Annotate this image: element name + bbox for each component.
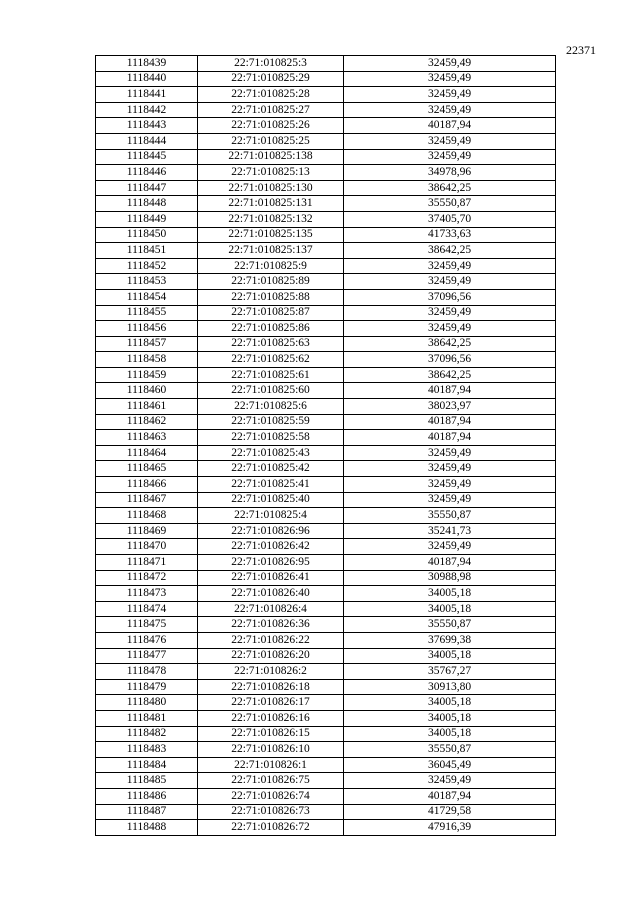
value-cell: 40187,94 (344, 555, 556, 571)
cadastral-value-table (95, 55, 556, 836)
value-cell: 34005,18 (344, 710, 556, 726)
cadastral-number-cell: 22:71:010825:61 (198, 367, 344, 383)
value-cell: 40187,94 (344, 414, 556, 430)
row-number-cell: 1118479 (96, 679, 198, 695)
value-cell: 32459,49 (344, 133, 556, 149)
cadastral-number-cell: 22:71:010826:75 (198, 773, 344, 789)
row-number-cell: 1118486 (96, 788, 198, 804)
row-number-cell: 1118470 (96, 539, 198, 555)
table-row (96, 477, 556, 493)
value-cell: 38642,25 (344, 243, 556, 259)
cadastral-number-cell: 22:71:010825:29 (198, 71, 344, 87)
row-number-cell: 1118487 (96, 804, 198, 820)
table-row (96, 289, 556, 305)
row-number-cell: 1118441 (96, 87, 198, 103)
value-cell: 32459,49 (344, 477, 556, 493)
table-row (96, 367, 556, 383)
cadastral-number-cell: 22:71:010826:16 (198, 710, 344, 726)
cadastral-number-cell: 22:71:010826:15 (198, 726, 344, 742)
cadastral-number-cell: 22:71:010825:25 (198, 133, 344, 149)
cadastral-number-cell: 22:71:010825:40 (198, 492, 344, 508)
value-cell: 47916,39 (344, 820, 556, 836)
row-number-cell: 1118469 (96, 523, 198, 539)
row-number-cell: 1118459 (96, 367, 198, 383)
row-number-cell: 1118482 (96, 726, 198, 742)
table-row (96, 211, 556, 227)
cadastral-number-cell: 22:71:010825:60 (198, 383, 344, 399)
table-row (96, 710, 556, 726)
table-row (96, 305, 556, 321)
cadastral-number-cell: 22:71:010825:89 (198, 274, 344, 290)
value-cell: 40187,94 (344, 430, 556, 446)
row-number-cell: 1118442 (96, 102, 198, 118)
table-row (96, 523, 556, 539)
cadastral-number-cell: 22:71:010826:96 (198, 523, 344, 539)
cadastral-number-cell: 22:71:010826:17 (198, 695, 344, 711)
value-cell: 34005,18 (344, 726, 556, 742)
cadastral-number-cell: 22:71:010826:41 (198, 570, 344, 586)
value-cell: 36045,49 (344, 757, 556, 773)
table-row (96, 664, 556, 680)
value-cell: 32459,49 (344, 102, 556, 118)
table-row (96, 445, 556, 461)
table-row (96, 430, 556, 446)
row-number-cell: 1118450 (96, 227, 198, 243)
row-number-cell: 1118484 (96, 757, 198, 773)
value-cell: 35550,87 (344, 196, 556, 212)
row-number-cell: 1118466 (96, 477, 198, 493)
table-row (96, 539, 556, 555)
row-number-cell: 1118474 (96, 601, 198, 617)
table-row (96, 414, 556, 430)
row-number-cell: 1118452 (96, 258, 198, 274)
row-number-cell: 1118465 (96, 461, 198, 477)
table-row (96, 492, 556, 508)
row-number-cell: 1118451 (96, 243, 198, 259)
cadastral-number-cell: 22:71:010825:131 (198, 196, 344, 212)
value-cell: 35550,87 (344, 742, 556, 758)
table-row (96, 243, 556, 259)
table-row (96, 133, 556, 149)
value-cell: 38642,25 (344, 336, 556, 352)
value-cell: 40187,94 (344, 118, 556, 134)
page-number: 22371 (566, 43, 596, 57)
cadastral-number-cell: 22:71:010825:59 (198, 414, 344, 430)
cadastral-number-cell: 22:71:010826:1 (198, 757, 344, 773)
row-number-cell: 1118439 (96, 56, 198, 72)
cadastral-number-cell: 22:71:010825:42 (198, 461, 344, 477)
row-number-cell: 1118460 (96, 383, 198, 399)
table-row (96, 820, 556, 836)
value-cell: 32459,49 (344, 149, 556, 165)
value-cell: 34978,96 (344, 165, 556, 181)
cadastral-number-cell: 22:71:010826:40 (198, 586, 344, 602)
value-cell: 32459,49 (344, 461, 556, 477)
cadastral-number-cell: 22:71:010825:3 (198, 56, 344, 72)
value-cell: 32459,49 (344, 773, 556, 789)
value-cell: 38023,97 (344, 399, 556, 415)
table-row (96, 56, 556, 72)
table-row (96, 648, 556, 664)
table-row (96, 196, 556, 212)
table-row (96, 258, 556, 274)
value-cell: 38642,25 (344, 367, 556, 383)
value-cell: 40187,94 (344, 383, 556, 399)
cadastral-number-cell: 22:71:010825:4 (198, 508, 344, 524)
cadastral-number-cell: 22:71:010825:88 (198, 289, 344, 305)
value-cell: 37096,56 (344, 289, 556, 305)
cadastral-number-cell: 22:71:010825:28 (198, 87, 344, 103)
cadastral-number-cell: 22:71:010826:4 (198, 601, 344, 617)
cadastral-number-cell: 22:71:010825:137 (198, 243, 344, 259)
row-number-cell: 1118473 (96, 586, 198, 602)
row-number-cell: 1118477 (96, 648, 198, 664)
row-number-cell: 1118440 (96, 71, 198, 87)
row-number-cell: 1118483 (96, 742, 198, 758)
value-cell: 32459,49 (344, 321, 556, 337)
cadastral-number-cell: 22:71:010826:42 (198, 539, 344, 555)
row-number-cell: 1118485 (96, 773, 198, 789)
table-row (96, 773, 556, 789)
cadastral-number-cell: 22:71:010825:86 (198, 321, 344, 337)
row-number-cell: 1118464 (96, 445, 198, 461)
value-cell: 32459,49 (344, 492, 556, 508)
table-row (96, 726, 556, 742)
row-number-cell: 1118462 (96, 414, 198, 430)
table-row (96, 87, 556, 103)
table-row (96, 679, 556, 695)
value-cell: 41729,58 (344, 804, 556, 820)
cadastral-number-cell: 22:71:010825:63 (198, 336, 344, 352)
value-cell: 32459,49 (344, 305, 556, 321)
table-row (96, 742, 556, 758)
cadastral-number-cell: 22:71:010825:41 (198, 477, 344, 493)
value-cell: 34005,18 (344, 586, 556, 602)
value-cell: 32459,49 (344, 539, 556, 555)
row-number-cell: 1118453 (96, 274, 198, 290)
row-number-cell: 1118467 (96, 492, 198, 508)
value-cell: 30988,98 (344, 570, 556, 586)
cadastral-number-cell: 22:71:010825:9 (198, 258, 344, 274)
row-number-cell: 1118476 (96, 632, 198, 648)
value-cell: 34005,18 (344, 601, 556, 617)
cadastral-number-cell: 22:71:010825:58 (198, 430, 344, 446)
cadastral-number-cell: 22:71:010825:43 (198, 445, 344, 461)
value-cell: 37699,38 (344, 632, 556, 648)
table-row (96, 804, 556, 820)
cadastral-number-cell: 22:71:010825:130 (198, 180, 344, 196)
table-row (96, 274, 556, 290)
cadastral-number-cell: 22:71:010826:18 (198, 679, 344, 695)
row-number-cell: 1118445 (96, 149, 198, 165)
table-row (96, 118, 556, 134)
row-number-cell: 1118447 (96, 180, 198, 196)
table-row (96, 617, 556, 633)
cadastral-number-cell: 22:71:010826:74 (198, 788, 344, 804)
table-row (96, 165, 556, 181)
table-row (96, 757, 556, 773)
row-number-cell: 1118481 (96, 710, 198, 726)
table-row (96, 555, 556, 571)
table-row (96, 399, 556, 415)
row-number-cell: 1118463 (96, 430, 198, 446)
value-cell: 35767,27 (344, 664, 556, 680)
row-number-cell: 1118461 (96, 399, 198, 415)
value-cell: 32459,49 (344, 87, 556, 103)
table-row (96, 788, 556, 804)
value-cell: 32459,49 (344, 71, 556, 87)
value-cell: 40187,94 (344, 788, 556, 804)
row-number-cell: 1118458 (96, 352, 198, 368)
table-row (96, 601, 556, 617)
row-number-cell: 1118472 (96, 570, 198, 586)
value-cell: 32459,49 (344, 445, 556, 461)
table-row (96, 321, 556, 337)
table-row (96, 102, 556, 118)
cadastral-number-cell: 22:71:010826:2 (198, 664, 344, 680)
cadastral-number-cell: 22:71:010825:27 (198, 102, 344, 118)
value-cell: 34005,18 (344, 648, 556, 664)
row-number-cell: 1118456 (96, 321, 198, 337)
table-row (96, 180, 556, 196)
table-row (96, 227, 556, 243)
cadastral-number-cell: 22:71:010826:73 (198, 804, 344, 820)
cadastral-number-cell: 22:71:010825:138 (198, 149, 344, 165)
value-cell: 32459,49 (344, 258, 556, 274)
table-body (96, 56, 556, 836)
value-cell: 34005,18 (344, 695, 556, 711)
value-cell: 30913,80 (344, 679, 556, 695)
row-number-cell: 1118454 (96, 289, 198, 305)
row-number-cell: 1118471 (96, 555, 198, 571)
cadastral-number-cell: 22:71:010826:72 (198, 820, 344, 836)
value-cell: 32459,49 (344, 274, 556, 290)
cadastral-number-cell: 22:71:010825:62 (198, 352, 344, 368)
table-row (96, 352, 556, 368)
value-cell: 41733,63 (344, 227, 556, 243)
cadastral-number-cell: 22:71:010825:132 (198, 211, 344, 227)
cadastral-number-cell: 22:71:010826:20 (198, 648, 344, 664)
table-row (96, 508, 556, 524)
value-cell: 37405,70 (344, 211, 556, 227)
value-cell: 37096,56 (344, 352, 556, 368)
value-cell: 32459,49 (344, 56, 556, 72)
table-row (96, 149, 556, 165)
row-number-cell: 1118457 (96, 336, 198, 352)
row-number-cell: 1118475 (96, 617, 198, 633)
cadastral-number-cell: 22:71:010825:6 (198, 399, 344, 415)
row-number-cell: 1118444 (96, 133, 198, 149)
cadastral-number-cell: 22:71:010825:13 (198, 165, 344, 181)
cadastral-number-cell: 22:71:010826:10 (198, 742, 344, 758)
row-number-cell: 1118455 (96, 305, 198, 321)
cadastral-number-cell: 22:71:010825:87 (198, 305, 344, 321)
row-number-cell: 1118478 (96, 664, 198, 680)
row-number-cell: 1118449 (96, 211, 198, 227)
table-row (96, 695, 556, 711)
row-number-cell: 1118443 (96, 118, 198, 134)
value-cell: 38642,25 (344, 180, 556, 196)
table-row (96, 586, 556, 602)
row-number-cell: 1118480 (96, 695, 198, 711)
table-row (96, 570, 556, 586)
table-row (96, 632, 556, 648)
row-number-cell: 1118446 (96, 165, 198, 181)
cadastral-number-cell: 22:71:010825:135 (198, 227, 344, 243)
cadastral-number-cell: 22:71:010826:22 (198, 632, 344, 648)
cadastral-number-cell: 22:71:010826:95 (198, 555, 344, 571)
table-row (96, 383, 556, 399)
row-number-cell: 1118488 (96, 820, 198, 836)
value-cell: 35241,73 (344, 523, 556, 539)
row-number-cell: 1118448 (96, 196, 198, 212)
value-cell: 35550,87 (344, 508, 556, 524)
table-row (96, 336, 556, 352)
row-number-cell: 1118468 (96, 508, 198, 524)
cadastral-number-cell: 22:71:010825:26 (198, 118, 344, 134)
table-row (96, 461, 556, 477)
table-row (96, 71, 556, 87)
cadastral-number-cell: 22:71:010826:36 (198, 617, 344, 633)
value-cell: 35550,87 (344, 617, 556, 633)
